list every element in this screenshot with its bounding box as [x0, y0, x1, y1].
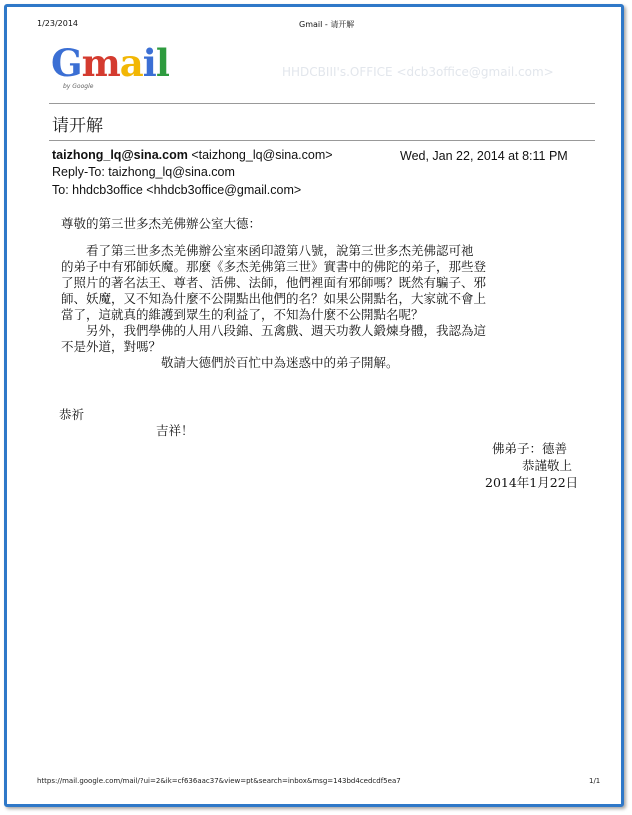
print-url: https://mail.google.com/mail/?ui=2&ik=cf636aac37&view=pt&search=inbox&msg=143bd4cedcdf5ea7 [37, 777, 401, 785]
signature-date: 2014年1月22日 [485, 475, 579, 490]
divider [49, 103, 595, 104]
by-google-text: by Google [63, 83, 94, 90]
message-body [61, 243, 591, 371]
greeting: 尊敬的第三世多杰羌佛辦公室大德： [61, 216, 262, 231]
logo-letter: l [155, 41, 169, 85]
divider [49, 140, 595, 141]
sender [52, 148, 333, 162]
email-subject: 请开解 [52, 116, 103, 136]
wish: 吉祥！ [156, 423, 194, 438]
print-title: Gmail - 请开解 [299, 20, 355, 29]
body-line: 敬請大德們於百忙中為迷惑中的弟子開解。 [61, 355, 399, 370]
gmail-logo-wordmark [51, 41, 169, 85]
logo-letter: m [81, 41, 120, 85]
recipient: To: hhdcb3office <hhdcb3office@gmail.com> [52, 183, 302, 197]
page-frame [4, 4, 624, 807]
account-email: HHDCBIII's.OFFICE <dcb3office@gmail.com> [282, 65, 554, 79]
page-number: 1/1 [589, 777, 601, 785]
body-line: 另外，我們學佛的人用八段錦、五禽戲、週天功教人鍛煉身體，我認為這 [61, 323, 487, 338]
reply-to: Reply-To: taizhong_lq@sina.com [52, 165, 235, 179]
body-line: 不是外道，對嗎？ [61, 339, 162, 354]
gmail-logo[interactable] [51, 41, 169, 91]
logo-letter: i [142, 41, 156, 85]
body-line: 的弟子中有邪師妖魔。那麼《多杰羌佛第三世》實書中的佛陀的弟子，那些登 [61, 259, 487, 274]
logo-letter: G [51, 41, 82, 85]
sender-address: <taizhong_lq@sina.com> [191, 148, 333, 162]
sender-name: taizhong_lq@sina.com [52, 148, 188, 162]
closing: 恭祈 [59, 407, 85, 422]
body-line: 了照片的著名法王、尊者、活佛、法師，他們裡面有邪師嗎？既然有騙子、邪 [61, 275, 487, 290]
message-date: Wed, Jan 22, 2014 at 8:11 PM [400, 149, 568, 163]
print-date: 1/23/2014 [37, 19, 79, 28]
body-line: 看了第三世多杰羌佛辦公室來函印證第八號，說第三世多杰羌佛認可祂 [61, 243, 474, 258]
signature-salutation: 恭謹敬上 [522, 458, 573, 473]
body-line: 師、妖魔，又不知為什麼不公開點出他們的名？如果公開點名，大家就不會上 [61, 291, 487, 306]
signature-name: 佛弟子：德善 [492, 441, 568, 456]
body-line: 當了，這就真的維護到眾生的利益了，不知為什麼不公開點名呢？ [61, 307, 424, 322]
logo-letter: a [119, 41, 143, 85]
